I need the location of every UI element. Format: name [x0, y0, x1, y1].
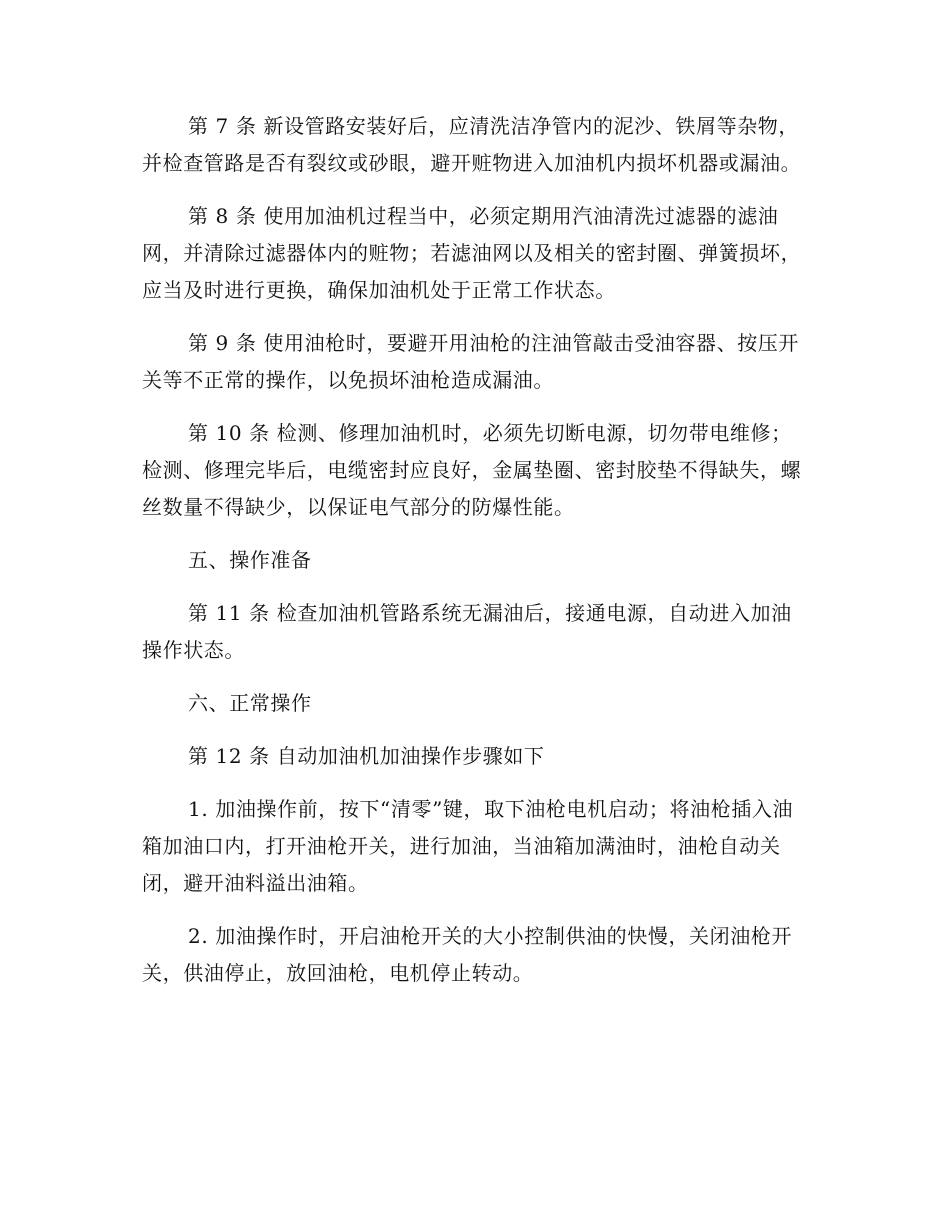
article-8-paragraph: 第 8 条 使用加油机过程当中，必须定期用汽油清洗过滤器的滤油网，并清除过滤器体内的赃物；若滤油网以及相关的密封圈、弹簧损坏，应当及时进行更换，确保加油机处于正常工作状态。	[142, 204, 802, 302]
document-body	[142, 108, 804, 1008]
step-1-paragraph: 1. 加油操作前，按下“清零”键，取下油枪电机启动；将油枪插入油箱加油口内，打开油枪开关，进行加油，当油箱加满油时，油枪自动关闭，避开油料溢出油箱。	[142, 797, 794, 895]
article-12-paragraph: 第 12 条 自动加油机加油操作步骤如下	[188, 744, 545, 768]
article-10-paragraph: 第 10 条 检测、修理加油机时，必须先切断电源，切勿带电维修；检测、修理完毕后，电缆密封应良好，金属垫圈、密封胶垫不得缺失，螺丝数量不得缺少，以保证电气部分的防爆性能。	[142, 421, 802, 519]
article-7-paragraph: 第 7 条 新设管路安装好后，应清洗洁净管内的泥沙、铁屑等杂物，并检查管路是否有裂纹或砂眼，避开赃物进入加油机内损坏机器或漏油。	[142, 114, 802, 175]
article-11-paragraph: 第 11 条 检查加油机管路系统无漏油后，接通电源，自动进入加油操作状态。	[142, 601, 792, 662]
section-heading-preparation: 五、操作准备	[188, 548, 312, 572]
article-9-paragraph: 第 9 条 使用油枪时，要避开用油枪的注油管敲击受油容器、按压开关等不正常的操作，以免损坏油枪造成漏油。	[142, 331, 799, 392]
section-heading-normal-operation: 六、正常操作	[188, 691, 312, 715]
step-2-paragraph: 2. 加油操作时，开启油枪开关的大小控制供油的快慢，关闭油枪开关，供油停止，放回油枪，电机停止转动。	[142, 924, 793, 985]
